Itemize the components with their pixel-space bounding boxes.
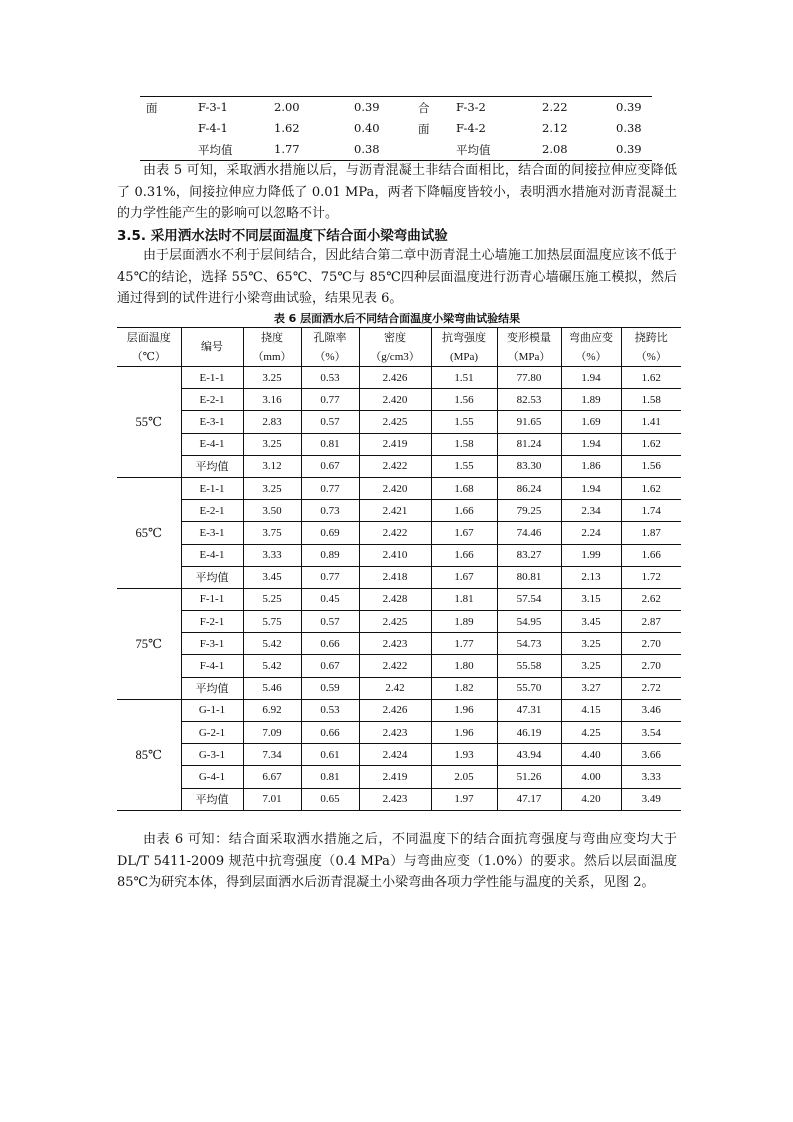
value-cell: 3.49 bbox=[621, 788, 681, 810]
table-row bbox=[117, 367, 681, 389]
value-cell: 2.83 bbox=[243, 411, 301, 433]
value-cell: 3.46 bbox=[621, 699, 681, 721]
value-cell: 47.17 bbox=[497, 788, 561, 810]
value-cell: 2.428 bbox=[359, 588, 431, 610]
value-cell: 46.19 bbox=[497, 722, 561, 744]
value-cell: 91.65 bbox=[497, 411, 561, 433]
value-cell: 1.58 bbox=[621, 389, 681, 411]
table-row bbox=[117, 655, 681, 677]
table-row bbox=[117, 566, 681, 588]
paragraph-text: 由于层面洒水不利于层间结合，因此结合第二章中沥青混土心墙施工加热层面温度应该不低于 45℃的结论，选择 55℃、65℃、75℃与 85℃四种层面温度进行沥青心墙碾压施工模拟，然后通过得到的试件进行小梁弯曲试验，结果见表 6。 bbox=[117, 248, 677, 306]
table-row bbox=[140, 139, 652, 160]
table-row bbox=[140, 97, 652, 118]
table-row bbox=[140, 118, 652, 139]
value-cell: 5.46 bbox=[243, 677, 301, 699]
value-cell: 3.25 bbox=[243, 367, 301, 389]
sample-id-cell: F-2-1 bbox=[181, 611, 243, 633]
value-cell: 2.426 bbox=[359, 367, 431, 389]
header-temp: 层面温度 bbox=[117, 328, 181, 348]
value-cell: 1.94 bbox=[561, 367, 621, 389]
sample-id: 平均值 bbox=[198, 143, 233, 157]
header-density: 密度 bbox=[359, 328, 431, 348]
table-row bbox=[117, 611, 681, 633]
table-row bbox=[117, 411, 681, 433]
sample-id-cell: E-2-1 bbox=[181, 500, 243, 522]
value-cell: 3.54 bbox=[621, 722, 681, 744]
value-cell: 1.77 bbox=[431, 633, 497, 655]
value-cell: 1.81 bbox=[431, 588, 497, 610]
sample-id-cell: G-2-1 bbox=[181, 722, 243, 744]
value-cell: 6.92 bbox=[243, 699, 301, 721]
table-row bbox=[117, 500, 681, 522]
value-cell: 1.82 bbox=[431, 677, 497, 699]
value-cell: 2.62 bbox=[621, 588, 681, 610]
cell-value: 0.39 bbox=[616, 142, 642, 156]
value-cell: 74.46 bbox=[497, 522, 561, 544]
header-deflection: 挠度 bbox=[243, 328, 301, 348]
cell-value: 0.40 bbox=[354, 121, 380, 135]
value-cell: 86.24 bbox=[497, 477, 561, 499]
group-label: 面 bbox=[146, 101, 158, 115]
section-heading: 3.5. 采用洒水法时不同层面温度下结合面小梁弯曲试验 bbox=[117, 228, 448, 244]
paragraph-text: 由表 5 可知，采取洒水措施以后，与沥青混凝土非结合面相比，结合面的间接拉伸应变降低了 0.31%，间接拉伸应力降低了 0.01 MPa，两者下降幅度皆较小，表明洒水措施对沥青混凝土的力学性能产生的影响可以忽略不计。 bbox=[117, 163, 677, 221]
cell-value: 0.38 bbox=[354, 142, 380, 156]
value-cell: 5.75 bbox=[243, 611, 301, 633]
value-cell: 2.425 bbox=[359, 411, 431, 433]
sample-id-cell: 平均值 bbox=[181, 566, 243, 588]
value-cell: 5.42 bbox=[243, 655, 301, 677]
value-cell: 1.67 bbox=[431, 522, 497, 544]
value-cell: 4.25 bbox=[561, 722, 621, 744]
value-cell: 0.81 bbox=[301, 766, 359, 788]
value-cell: 1.62 bbox=[621, 477, 681, 499]
value-cell: 0.59 bbox=[301, 677, 359, 699]
value-cell: 1.62 bbox=[621, 433, 681, 455]
value-cell: 3.45 bbox=[243, 566, 301, 588]
header-density-unit: （g/cm3） bbox=[359, 347, 431, 367]
sample-id-cell: 平均值 bbox=[181, 677, 243, 699]
value-cell: 0.61 bbox=[301, 744, 359, 766]
header-modulus: 变形模量 bbox=[497, 328, 561, 348]
header-porosity: 孔隙率 bbox=[301, 328, 359, 348]
value-cell: 1.51 bbox=[431, 367, 497, 389]
value-cell: 83.30 bbox=[497, 455, 561, 477]
value-cell: 1.41 bbox=[621, 411, 681, 433]
sample-id-cell: 平均值 bbox=[181, 455, 243, 477]
value-cell: 0.57 bbox=[301, 411, 359, 433]
value-cell: 3.25 bbox=[243, 477, 301, 499]
value-cell: 3.45 bbox=[561, 611, 621, 633]
value-cell: 2.422 bbox=[359, 522, 431, 544]
table-row bbox=[117, 588, 681, 610]
table-row bbox=[117, 722, 681, 744]
header-modulus-unit: （MPa） bbox=[497, 347, 561, 367]
value-cell: 0.69 bbox=[301, 522, 359, 544]
value-cell: 2.72 bbox=[621, 677, 681, 699]
sample-id-cell: E-2-1 bbox=[181, 389, 243, 411]
value-cell: 1.97 bbox=[431, 788, 497, 810]
value-cell: 81.24 bbox=[497, 433, 561, 455]
value-cell: 2.423 bbox=[359, 722, 431, 744]
temperature-group-cell: 75℃ bbox=[117, 588, 181, 699]
sample-id: F-4-1 bbox=[198, 121, 228, 135]
table-body bbox=[117, 367, 681, 811]
value-cell: 0.66 bbox=[301, 633, 359, 655]
value-cell: 1.58 bbox=[431, 433, 497, 455]
temperature-group-cell: 85℃ bbox=[117, 699, 181, 810]
value-cell: 7.01 bbox=[243, 788, 301, 810]
table-row bbox=[117, 699, 681, 721]
value-cell: 82.53 bbox=[497, 389, 561, 411]
table-row bbox=[117, 633, 681, 655]
value-cell: 2.13 bbox=[561, 566, 621, 588]
paragraph-table5-analysis bbox=[117, 160, 677, 225]
value-cell: 0.65 bbox=[301, 788, 359, 810]
value-cell: 1.66 bbox=[431, 544, 497, 566]
value-cell: 3.50 bbox=[243, 500, 301, 522]
value-cell: 2.420 bbox=[359, 477, 431, 499]
group-label: 面 bbox=[418, 122, 430, 136]
paragraph-test-method bbox=[117, 245, 677, 310]
header-porosity-unit: （%） bbox=[301, 347, 359, 367]
cell-value: 2.08 bbox=[542, 142, 568, 156]
value-cell: 1.80 bbox=[431, 655, 497, 677]
value-cell: 77.80 bbox=[497, 367, 561, 389]
value-cell: 3.25 bbox=[243, 433, 301, 455]
table-5-continuation bbox=[140, 96, 652, 161]
value-cell: 79.25 bbox=[497, 500, 561, 522]
value-cell: 1.62 bbox=[621, 367, 681, 389]
sample-id: F-3-1 bbox=[198, 100, 228, 114]
value-cell: 54.73 bbox=[497, 633, 561, 655]
table-row bbox=[117, 544, 681, 566]
table-row bbox=[117, 766, 681, 788]
sample-id-cell: E-3-1 bbox=[181, 522, 243, 544]
value-cell: 3.33 bbox=[621, 766, 681, 788]
header-ratio: 挠跨比 bbox=[621, 328, 681, 348]
value-cell: 2.70 bbox=[621, 655, 681, 677]
value-cell: 1.74 bbox=[621, 500, 681, 522]
table-row bbox=[117, 677, 681, 699]
temperature-group-cell: 65℃ bbox=[117, 477, 181, 588]
value-cell: 3.12 bbox=[243, 455, 301, 477]
value-cell: 0.57 bbox=[301, 611, 359, 633]
header-deflection-unit: （mm） bbox=[243, 347, 301, 367]
table-row bbox=[117, 455, 681, 477]
cell-value: 1.62 bbox=[274, 121, 300, 135]
value-cell: 54.95 bbox=[497, 611, 561, 633]
value-cell: 1.55 bbox=[431, 411, 497, 433]
value-cell: 2.24 bbox=[561, 522, 621, 544]
cell-value: 1.77 bbox=[274, 142, 300, 156]
value-cell: 1.86 bbox=[561, 455, 621, 477]
sample-id-cell: F-3-1 bbox=[181, 633, 243, 655]
value-cell: 80.81 bbox=[497, 566, 561, 588]
header-ratio-unit: （%） bbox=[621, 347, 681, 367]
value-cell: 51.26 bbox=[497, 766, 561, 788]
header-strength: 抗弯强度 bbox=[431, 328, 497, 348]
value-cell: 0.77 bbox=[301, 477, 359, 499]
value-cell: 1.96 bbox=[431, 722, 497, 744]
table-row bbox=[117, 522, 681, 544]
cell-value: 0.39 bbox=[354, 100, 380, 114]
value-cell: 0.77 bbox=[301, 389, 359, 411]
value-cell: 7.34 bbox=[243, 744, 301, 766]
cell-value: 2.00 bbox=[274, 100, 300, 114]
value-cell: 2.420 bbox=[359, 389, 431, 411]
value-cell: 1.69 bbox=[561, 411, 621, 433]
value-cell: 1.66 bbox=[431, 500, 497, 522]
sample-id-cell: E-3-1 bbox=[181, 411, 243, 433]
value-cell: 1.89 bbox=[431, 611, 497, 633]
value-cell: 2.424 bbox=[359, 744, 431, 766]
group-label: 合 bbox=[418, 101, 430, 115]
sample-id: F-4-2 bbox=[456, 121, 486, 135]
value-cell: 0.81 bbox=[301, 433, 359, 455]
value-cell: 2.423 bbox=[359, 788, 431, 810]
value-cell: 2.419 bbox=[359, 433, 431, 455]
sample-id: 平均值 bbox=[456, 143, 491, 157]
header-temp-unit: （℃） bbox=[117, 347, 181, 367]
cell-value: 2.22 bbox=[542, 100, 568, 114]
paragraph-conclusion bbox=[117, 829, 677, 894]
value-cell: 3.25 bbox=[561, 655, 621, 677]
value-cell: 1.56 bbox=[431, 389, 497, 411]
value-cell: 83.27 bbox=[497, 544, 561, 566]
value-cell: 1.87 bbox=[621, 522, 681, 544]
value-cell: 1.55 bbox=[431, 455, 497, 477]
value-cell: 0.53 bbox=[301, 367, 359, 389]
value-cell: 2.422 bbox=[359, 455, 431, 477]
header-row bbox=[117, 328, 681, 348]
value-cell: 43.94 bbox=[497, 744, 561, 766]
table-row bbox=[117, 744, 681, 766]
value-cell: 1.96 bbox=[431, 699, 497, 721]
cell-value: 0.38 bbox=[616, 121, 642, 135]
table-row bbox=[117, 477, 681, 499]
value-cell: 2.410 bbox=[359, 544, 431, 566]
table-row bbox=[117, 788, 681, 810]
cell-value: 2.12 bbox=[542, 121, 568, 135]
table-row bbox=[117, 389, 681, 411]
value-cell: 2.05 bbox=[431, 766, 497, 788]
value-cell: 0.67 bbox=[301, 655, 359, 677]
table-caption: 表 6 层面洒水后不同结合面温度小梁弯曲试验结果 bbox=[273, 312, 521, 325]
value-cell: 3.75 bbox=[243, 522, 301, 544]
value-cell: 1.89 bbox=[561, 389, 621, 411]
value-cell: 0.45 bbox=[301, 588, 359, 610]
value-cell: 1.67 bbox=[431, 566, 497, 588]
value-cell: 1.72 bbox=[621, 566, 681, 588]
value-cell: 1.66 bbox=[621, 544, 681, 566]
value-cell: 5.25 bbox=[243, 588, 301, 610]
header-strain: 弯曲应变 bbox=[561, 328, 621, 348]
sample-id-cell: E-1-1 bbox=[181, 367, 243, 389]
value-cell: 0.77 bbox=[301, 566, 359, 588]
sample-id-cell: E-4-1 bbox=[181, 544, 243, 566]
sample-id-cell: F-4-1 bbox=[181, 655, 243, 677]
value-cell: 3.25 bbox=[561, 633, 621, 655]
value-cell: 47.31 bbox=[497, 699, 561, 721]
value-cell: 2.42 bbox=[359, 677, 431, 699]
paragraph-text: 由表 6 可知：结合面采取洒水措施之后，不同温度下的结合面抗弯强度与弯曲应变均大于 DL/T 5411-2009 规范中抗弯强度（0.4 MPa）与弯曲应变（1.0%）的要求。然后以层面温度 85℃为研究本体，得到层面洒水后沥青混凝土小梁弯曲各项力学性能与温度的关系，见图 2。 bbox=[117, 832, 677, 890]
sample-id-cell: 平均值 bbox=[181, 788, 243, 810]
value-cell: 2.34 bbox=[561, 500, 621, 522]
table-row bbox=[117, 433, 681, 455]
value-cell: 4.40 bbox=[561, 744, 621, 766]
value-cell: 4.15 bbox=[561, 699, 621, 721]
value-cell: 6.67 bbox=[243, 766, 301, 788]
value-cell: 3.66 bbox=[621, 744, 681, 766]
value-cell: 4.00 bbox=[561, 766, 621, 788]
sample-id-cell: F-1-1 bbox=[181, 588, 243, 610]
cell-value: 0.39 bbox=[616, 100, 642, 114]
value-cell: 0.66 bbox=[301, 722, 359, 744]
value-cell: 0.53 bbox=[301, 699, 359, 721]
value-cell: 3.33 bbox=[243, 544, 301, 566]
value-cell: 1.56 bbox=[621, 455, 681, 477]
sample-id-cell: G-4-1 bbox=[181, 766, 243, 788]
value-cell: 2.425 bbox=[359, 611, 431, 633]
value-cell: 0.89 bbox=[301, 544, 359, 566]
value-cell: 4.20 bbox=[561, 788, 621, 810]
value-cell: 2.423 bbox=[359, 633, 431, 655]
value-cell: 2.421 bbox=[359, 500, 431, 522]
value-cell: 1.94 bbox=[561, 477, 621, 499]
sample-id: F-3-2 bbox=[456, 100, 486, 114]
value-cell: 2.419 bbox=[359, 766, 431, 788]
value-cell: 55.58 bbox=[497, 655, 561, 677]
sample-id-cell: G-3-1 bbox=[181, 744, 243, 766]
value-cell: 2.426 bbox=[359, 699, 431, 721]
value-cell: 5.42 bbox=[243, 633, 301, 655]
value-cell: 3.27 bbox=[561, 677, 621, 699]
sample-id-cell: E-4-1 bbox=[181, 433, 243, 455]
value-cell: 2.87 bbox=[621, 611, 681, 633]
sample-id-cell: E-1-1 bbox=[181, 477, 243, 499]
value-cell: 1.94 bbox=[561, 433, 621, 455]
value-cell: 2.422 bbox=[359, 655, 431, 677]
value-cell: 1.99 bbox=[561, 544, 621, 566]
value-cell: 0.73 bbox=[301, 500, 359, 522]
value-cell: 55.70 bbox=[497, 677, 561, 699]
table-6-bending-results bbox=[117, 327, 681, 811]
value-cell: 1.93 bbox=[431, 744, 497, 766]
header-strength-unit: (MPa) bbox=[431, 347, 497, 367]
value-cell: 2.418 bbox=[359, 566, 431, 588]
header-strain-unit: （%） bbox=[561, 347, 621, 367]
value-cell: 7.09 bbox=[243, 722, 301, 744]
header-id: 编号 bbox=[181, 328, 243, 367]
sample-id-cell: G-1-1 bbox=[181, 699, 243, 721]
value-cell: 3.16 bbox=[243, 389, 301, 411]
value-cell: 0.67 bbox=[301, 455, 359, 477]
temperature-group-cell: 55℃ bbox=[117, 367, 181, 478]
value-cell: 3.15 bbox=[561, 588, 621, 610]
value-cell: 57.54 bbox=[497, 588, 561, 610]
value-cell: 1.68 bbox=[431, 477, 497, 499]
value-cell: 2.70 bbox=[621, 633, 681, 655]
